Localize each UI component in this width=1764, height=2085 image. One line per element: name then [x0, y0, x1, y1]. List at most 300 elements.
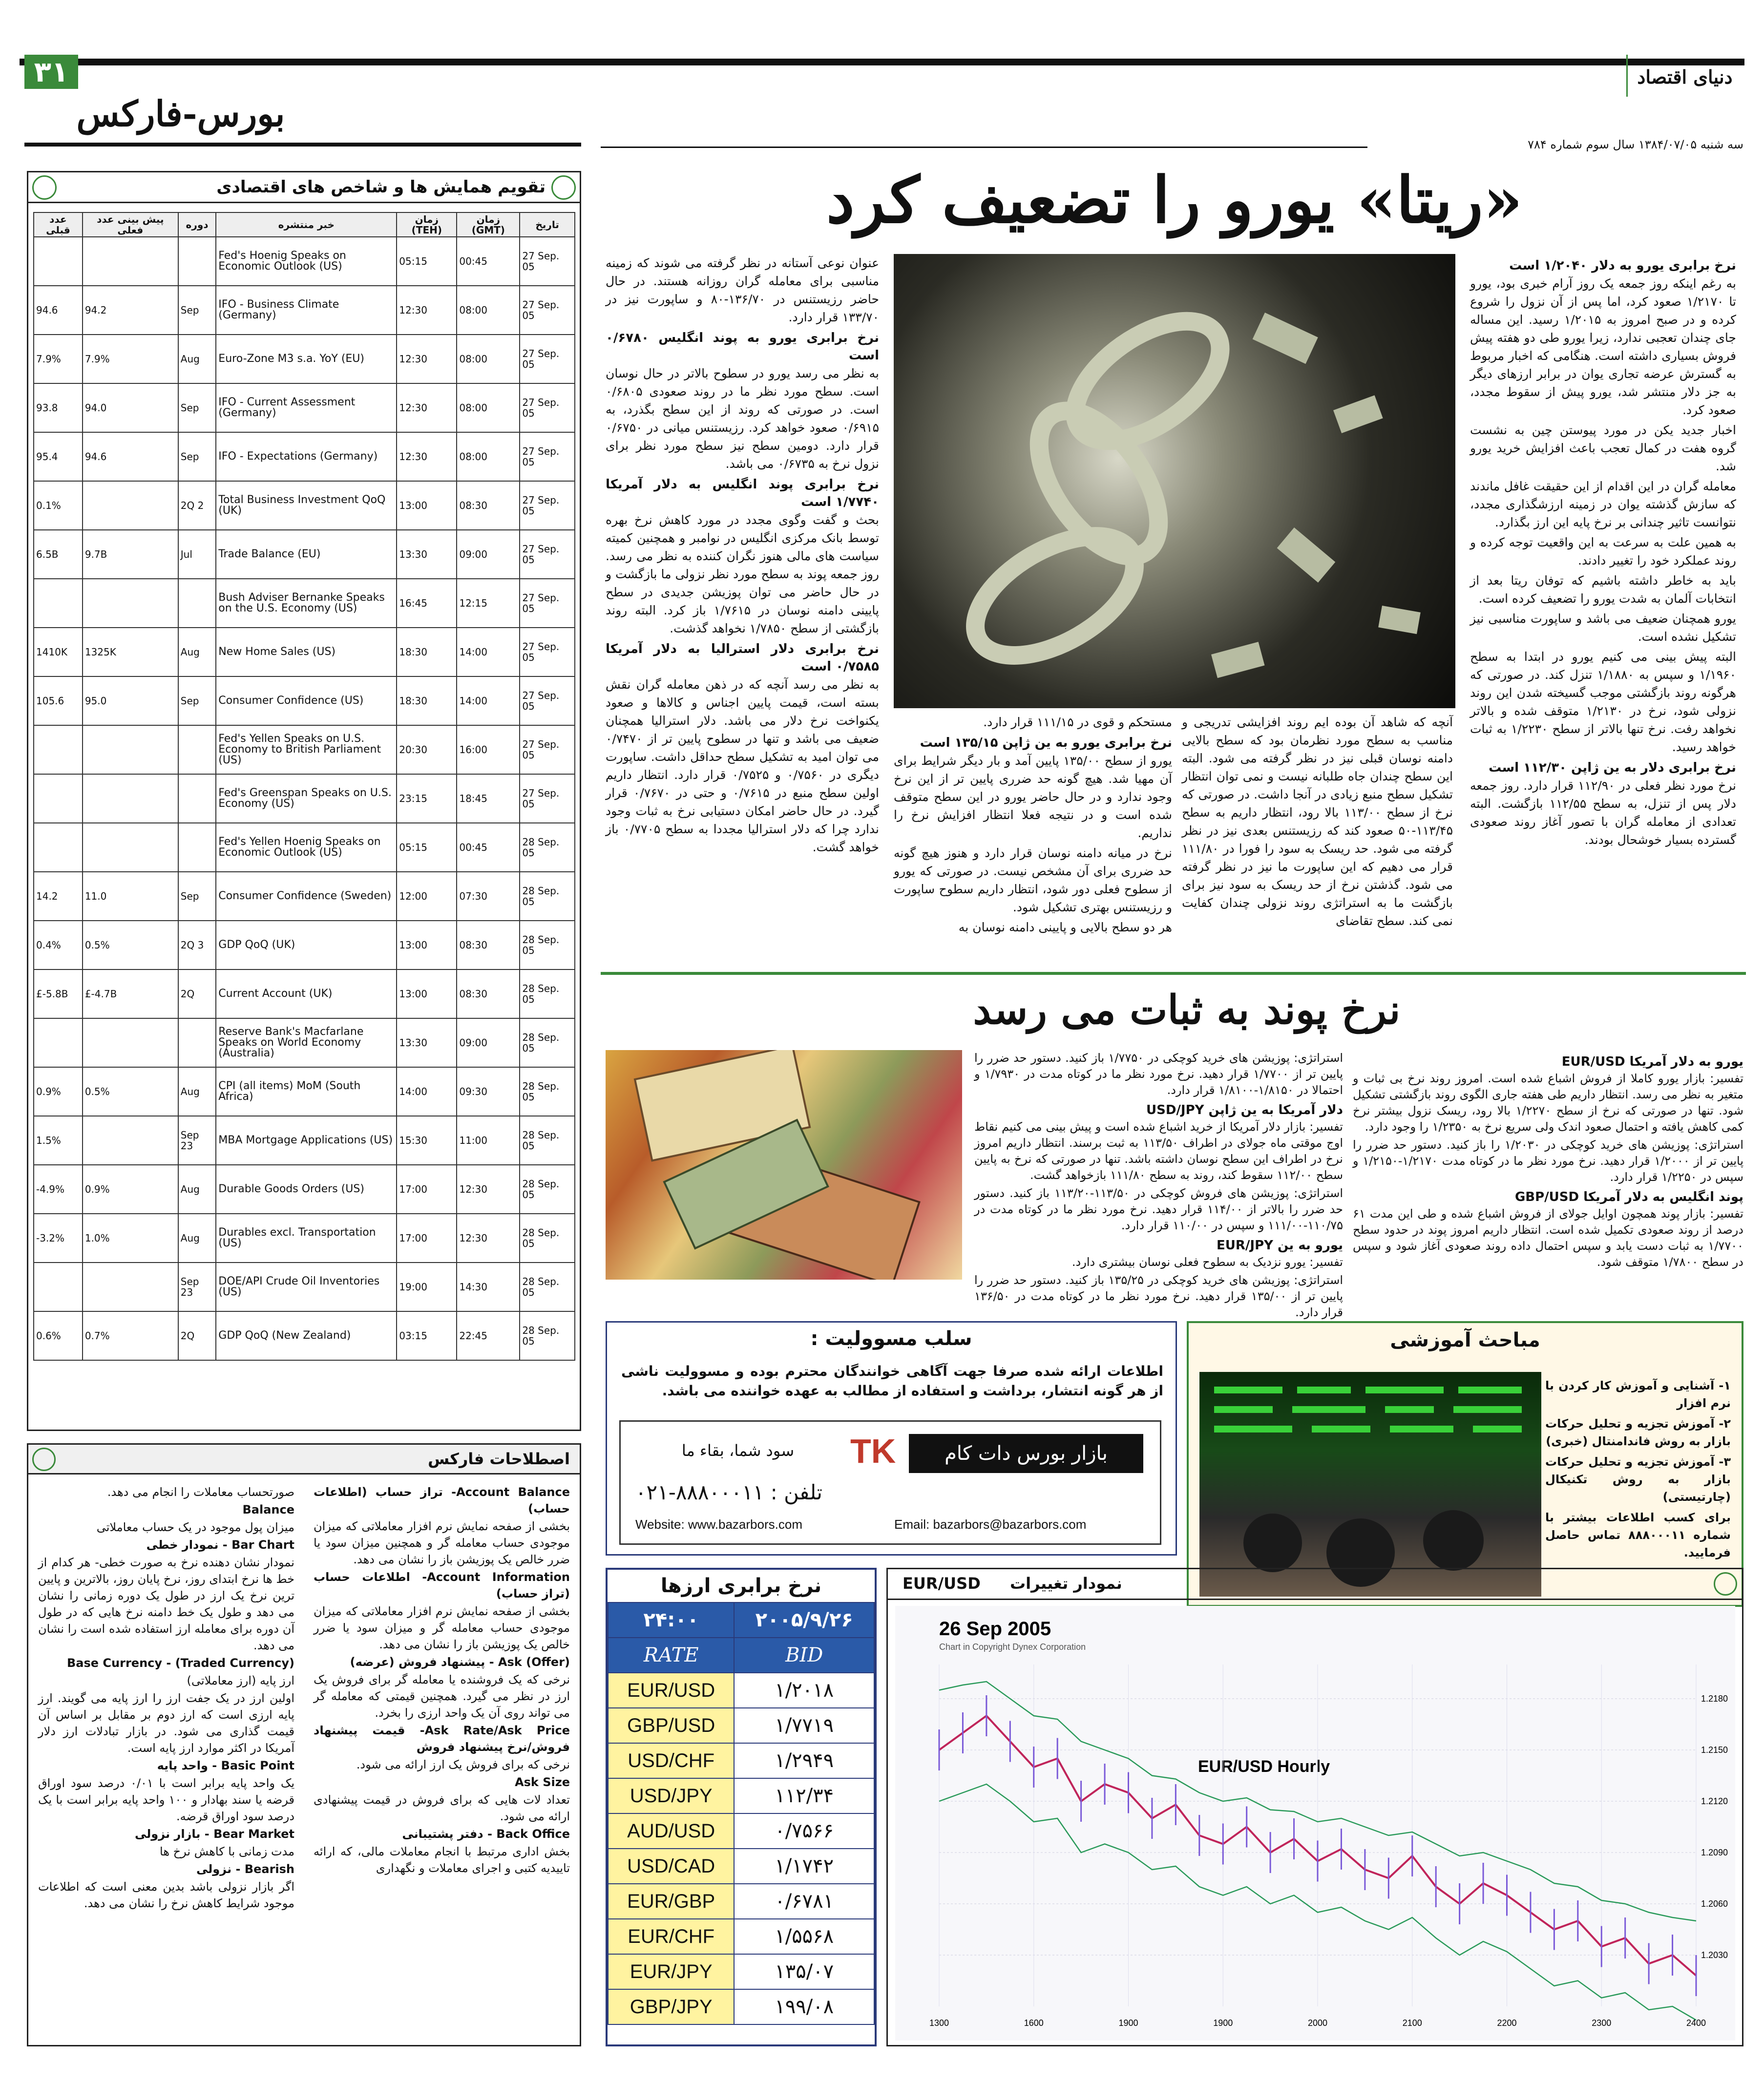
- rate-pair: GBP/USD: [608, 1708, 734, 1743]
- rate-value: ۱۹۹/۰۸: [734, 1989, 874, 2024]
- calendar-cell: 05:15: [397, 823, 457, 872]
- calendar-cell: 28 Sep. 05: [520, 969, 575, 1018]
- calendar-cell: Bush Adviser Bernanke Speaks on the U.S. Economy (US): [216, 579, 397, 628]
- article-subheading: پوند انگلیس به دلار آمریکا GBP/USD: [1514, 1190, 1743, 1204]
- calendar-cell: 08:00: [457, 286, 520, 335]
- calendar-row: [34, 1116, 575, 1165]
- chart-y-tick: 1.2090: [1701, 1848, 1728, 1857]
- calendar-cell: [83, 774, 178, 823]
- article-paragraph: به رغم اینکه روز جمعه یک روز آرام خبری بود، یورو تا ۱/۲۱۷۰ صعود کرد، اما پس از آن نزول را شروع کرده و در صبح امروز به ۱/۲۰۱۵ رسید. این مساله جای چندان تعجبی ندارد، زیرا یورو طی دو هفته پیش فروش بسیاری داشته است. هنگامی که اخبار مربوط به گسترش عرضه تجاری یوان در برابر ارزهای دیگر به جز دلار منتشر شد، یورو پیش از سقوط مجدد، صعود کرد.: [1470, 276, 1736, 417]
- ticker-board-illustration: [1199, 1372, 1541, 1597]
- glossary-term: Bearish - نزولی: [196, 1862, 294, 1876]
- calendar-cell: Reserve Bank's Macfarlane Speaks on World Economy (Australia): [216, 1018, 397, 1067]
- calendar-cell: [178, 1018, 216, 1067]
- calendar-cell: 27 Sep. 05: [520, 286, 575, 335]
- article-paragraph: تفسیر: بازار دلار آمریکا از خرید اشباع شده است و پیش بینی می کنیم نقاط اوج موقتی ماه جولای در اطراف ۱۱۳/۵۰ به ثبت برسند. انتظار داریم امروز نرخ در اطراف این سطح نوسان داشته باشد. تنها در صورتی که نرخ به پایین سطح ۱۱۲/۰۰ سقوط کند، روند به سطح ۱۱۱/۸۰ بازخواهد گشت.: [974, 1120, 1344, 1182]
- calendar-cell: 17:00: [397, 1214, 457, 1263]
- calendar-cell: [178, 823, 216, 872]
- calendar-cell: Durables excl. Transportation (US): [216, 1214, 397, 1263]
- calendar-cell: 18:45: [457, 774, 520, 823]
- article-divider: [601, 972, 1746, 975]
- calendar-row: [34, 481, 575, 530]
- calendar-cell: [83, 1263, 178, 1311]
- article-paragraph: عنوان نوعی آستانه در نظر گرفته می شوند که زمینه مناسبی برای معامله گران روزانه هستند. در حال حاضر رزیستنس در ۱۳۶/۷۰-۸۰ و ساپورت نیز در ۱۳۳/۷۰ قرار دارد.: [606, 256, 879, 324]
- article-paragraph: یورو همچنان ضعیف می باشد و ساپورت مناسبی نیز تشکیل نشده است.: [1470, 611, 1736, 644]
- chart-title: 26 Sep 2005: [939, 1618, 1051, 1640]
- calendar-cell: 08:00: [457, 335, 520, 383]
- article-paragraph: نرخ مورد نظر فعلی در ۱۱۲/۹۰ قرار دارد. روز جمعه دلار پس از تنزل، به سطح ۱۱۲/۵۵ بازگشت. البته تعدادی از معامله گران با تصور آغاز روند صعودی گسترده بسیار خوشحال بودند.: [1470, 779, 1736, 847]
- calendar-cell: New Home Sales (US): [216, 628, 397, 676]
- ad-website[interactable]: Website: www.bazarbors.com: [635, 1517, 802, 1532]
- glossary-header: [28, 1445, 580, 1474]
- chart-x-tick: 2200: [1497, 2018, 1517, 2028]
- calendar-cell: 27 Sep. 05: [520, 383, 575, 432]
- stock-exchange-photo: [1199, 1372, 1541, 1597]
- calendar-cell: GDP QoQ (UK): [216, 921, 397, 969]
- chart-y-tick: 1.2030: [1701, 1950, 1728, 1960]
- calendar-cell: [83, 1116, 178, 1165]
- second-article-col2: [974, 1050, 1343, 1324]
- rates-table: [608, 1602, 875, 2025]
- ad-brand: بازار بورس دات کام: [909, 1434, 1143, 1473]
- article-subheading: نرخ برابری پوند انگلیس به دلار آمریکا ۱/۷۷۴۰ است: [606, 477, 879, 509]
- calendar-cell: 93.8: [34, 383, 83, 432]
- calendar-cell: Aug: [178, 1165, 216, 1214]
- calendar-cell: 00:45: [457, 823, 520, 872]
- calendar-cell: 14:00: [397, 1067, 457, 1116]
- chart-x-tick: 1300: [929, 2018, 949, 2028]
- calendar-row: [34, 872, 575, 921]
- article-subheading: دلار آمریکا به ین ژاپن USD/JPY: [1146, 1103, 1343, 1117]
- rate-value: ۱/۵۵۶۸: [734, 1919, 874, 1954]
- article-paragraph: اخبار جدید یکن در مورد پیوستن چین به نشست گروه هفت در کمال تعجب باعث افزایش خرید یورو شد.: [1470, 423, 1736, 473]
- calendar-header: [28, 172, 580, 203]
- glossary-column-right: [314, 1484, 570, 1877]
- main-article-col2: [1182, 713, 1453, 962]
- calendar-cell: [83, 725, 178, 774]
- article-paragraph: بحث و گفت وگوی مجدد در مورد کاهش نرخ بهره توسط بانک مرکزی انگلیس در نوامبر و همچنین کمیته سیاست های مالی هنوز نگران کننده به نظر می رسد. روز جمعه پوند به سطح مورد نظر نزولی ما بازگشت و در حال حاضر می توان پوزیشن جدیدی در سطح پایینی دامنه نوسان در ۱/۷۶۱۵ باز کرد. البته روند بازگشتی از سطح ۱/۷۸۵۰ نخواهد گذشت.: [606, 513, 879, 635]
- glossary-definition: اگر بازار نزولی باشد بدین معنی است که اطلاعات موجود شرایط کاهش نرخ را نشان می دهد.: [38, 1880, 294, 1910]
- globe-icon: [32, 1448, 56, 1471]
- calendar-cell: 28 Sep. 05: [520, 1165, 575, 1214]
- education-panel: [1187, 1321, 1743, 1607]
- calendar-cell: 09:00: [457, 1018, 520, 1067]
- rate-row: [608, 1813, 874, 1849]
- calendar-row: [34, 969, 575, 1018]
- calendar-row: [34, 237, 575, 286]
- chart-x-tick: 1900: [1118, 2018, 1138, 2028]
- calendar-cell: [83, 1018, 178, 1067]
- calendar-cell: [34, 237, 83, 286]
- rate-row: [608, 1778, 874, 1813]
- calendar-row: [34, 1263, 575, 1311]
- section-underline: [24, 143, 581, 147]
- calendar-cell: [83, 481, 178, 530]
- article-subheading: یورو به ین EUR/JPY: [1217, 1238, 1343, 1253]
- calendar-cell: Fed's Hoenig Speaks on Economic Outlook (US): [216, 237, 397, 286]
- rate-value: ۱/۲۹۴۹: [734, 1743, 874, 1778]
- article-paragraph: به نظر می رسد یورو در سطوح بالاتر در حال نوسان است. سطح مورد نظر ما در روند صعودی ۰/۶۸۰۵ است. در صورتی که روند از این سطح بگذرد، به ۰/۶۹۱۵ صعود خواهد کرد. رزیستنس میانی در ۰/۶۷۵۰ قرار دارد. دومین سطح نیز سطح مورد نظر برای نزول نرخ به ۰/۶۷۳۵ می باشد.: [606, 366, 879, 471]
- calendar-cell: 14:00: [457, 628, 520, 676]
- calendar-cell: 14:00: [457, 676, 520, 725]
- glossary-term: Balance: [242, 1503, 294, 1516]
- glossary-term: Account Balance- تراز حساب (اطلاعات حساب): [314, 1485, 570, 1516]
- calendar-row: [34, 823, 575, 872]
- calendar-cell: [83, 237, 178, 286]
- calendar-cell: 28 Sep. 05: [520, 1311, 575, 1360]
- money-chain-illustration: [894, 254, 1455, 708]
- globe-icon: [32, 175, 57, 200]
- calendar-row: [34, 1018, 575, 1067]
- calendar-table: [33, 212, 575, 1361]
- calendar-cell: 28 Sep. 05: [520, 823, 575, 872]
- calendar-cell: 0.9%: [34, 1067, 83, 1116]
- calendar-cell: MBA Mortgage Applications (US): [216, 1116, 397, 1165]
- calendar-cell: 15:30: [397, 1116, 457, 1165]
- ad-logo: TK: [850, 1432, 896, 1470]
- calendar-cell: 2Q: [178, 969, 216, 1018]
- newspaper-logo: دنیای اقتصاد: [1637, 66, 1733, 88]
- calendar-cell: Aug: [178, 1214, 216, 1263]
- calendar-cell: 1410K: [34, 628, 83, 676]
- article-paragraph: استراتژی: پوزیشن های فروش کوچکی در ۱۱۳/۵۰-۱۱۳/۲۰ باز کنید. دستور حد ضرر را بالاتر از ۱۱۴/۰۰ قرار دهید. نرخ مورد نظر ما در کوتاه مدت در ۱۱۰/۷۵-۱۱۱/۰۰ و سپس در ۱۱۰/۰۰ قرار دارد.: [974, 1186, 1344, 1232]
- calendar-cell: [34, 1018, 83, 1067]
- calendar-row: [34, 383, 575, 432]
- article-paragraph: تفسیر: بازار یورو کاملا از فروش اشباع شده است. امروز روند نرخ بی ثبات و متغیر به نظر می رسد. انتظار داریم طی هفته جاری الگوی روند بازگشتی تشکیل شود. تنها در صورتی که نرخ از سطح ۱/۲۲۷۰ بالا رود، ریسک نزول بیشتر نرخ کمی کاهش یافته و احتمال صعود اندک ولی سریع نرخ به ۱/۲۳۵۰ را وجود دارد.: [1353, 1072, 1744, 1134]
- calendar-row: [34, 774, 575, 823]
- globe-icon: [551, 175, 576, 200]
- calendar-cell: 95.4: [34, 432, 83, 481]
- calendar-cell: 27 Sep. 05: [520, 579, 575, 628]
- banknotes-illustration: [606, 1050, 962, 1280]
- calendar-cell: [83, 579, 178, 628]
- rate-pair: EUR/USD: [608, 1673, 734, 1708]
- calendar-cell: 28 Sep. 05: [520, 1116, 575, 1165]
- chart-subtitle: Chart in Copyright Dynex Corporation: [939, 1642, 1086, 1652]
- glossary-panel: [27, 1443, 581, 2046]
- calendar-cell: Sep 23: [178, 1263, 216, 1311]
- calendar-cell: Aug: [178, 1067, 216, 1116]
- calendar-cell: 27 Sep. 05: [520, 725, 575, 774]
- calendar-cell: [83, 823, 178, 872]
- rate-pair: USD/CHF: [608, 1743, 734, 1778]
- page-number-badge: ۳۱: [24, 55, 78, 89]
- calendar-cell: 28 Sep. 05: [520, 1018, 575, 1067]
- calendar-cell: 07:30: [457, 872, 520, 921]
- calendar-cell: 03:15: [397, 1311, 457, 1360]
- rate-pair: USD/CAD: [608, 1849, 734, 1884]
- ad-email[interactable]: Email: bazarbors@bazarbors.com: [894, 1517, 1087, 1532]
- chart-y-tick: 1.2150: [1701, 1745, 1728, 1755]
- second-article-col1: [1353, 1050, 1743, 1324]
- glossary-definition: نرخی که یک فروشنده یا معامله گر برای فروش یک ارز در نظر می گیرد. همچنین قیمتی که معامله گر می تواند روی آن یک واحد ارزی را بخرد.: [314, 1673, 570, 1720]
- calendar-cell: Consumer Confidence (US): [216, 676, 397, 725]
- calendar-cell: 08:00: [457, 383, 520, 432]
- col-rate: RATE: [608, 1638, 734, 1673]
- rate-row: [608, 1849, 874, 1884]
- chart-panel: [886, 1568, 1743, 2046]
- calendar-cell: Aug: [178, 335, 216, 383]
- calendar-cell: 94.0: [83, 383, 178, 432]
- calendar-row: [34, 1214, 575, 1263]
- disclaimer-panel: [606, 1321, 1177, 1556]
- calendar-cell: Fed's Greenspan Speaks on U.S. Economy (US): [216, 774, 397, 823]
- calendar-cell: 12:00: [397, 872, 457, 921]
- col-bid: BID: [734, 1638, 874, 1673]
- glossary-term: Account Information- اطلاعات حساب (تراز حساب): [314, 1570, 570, 1601]
- article-paragraph: معامله گران در این اقدام از این حقیقت غافل ماندند که سازش گذشته یوان در زمینه ارزشگذاری مجدد، نتوانست تاثیر چندانی بر نرخ پایه این ارز بگذارد.: [1470, 479, 1736, 529]
- calendar-cell: 12:30: [457, 1165, 520, 1214]
- calendar-col-header: تاریخ: [520, 212, 575, 237]
- calendar-col-header: خبر منتشره: [216, 212, 397, 237]
- calendar-cell: Durable Goods Orders (US): [216, 1165, 397, 1214]
- calendar-cell: 19:00: [397, 1263, 457, 1311]
- glossary-term: Ask (Offer) - پیشنهاد فروش (عرضه): [350, 1655, 570, 1669]
- calendar-cell: 00:45: [457, 237, 520, 286]
- calendar-cell: GDP QoQ (New Zealand): [216, 1311, 397, 1360]
- rate-row: [608, 1954, 874, 1989]
- glossary-definition: صورتحساب معاملات را انجام می دهد.: [107, 1485, 294, 1499]
- calendar-cell: 09:00: [457, 530, 520, 579]
- main-photo: [894, 254, 1455, 708]
- calendar-cell: 18:30: [397, 628, 457, 676]
- education-item: برای کسب اطلاعات بیشتر با شماره ۸۸۸۰۰۰۱۱ تماس حاصل فرمایید.: [1545, 1511, 1731, 1559]
- disclaimer-title: سلب مسوولیت :: [810, 1327, 972, 1350]
- rate-row: [608, 1989, 874, 2024]
- calendar-cell: Fed's Yellen Hoenig Speaks on Economic Outlook (US): [216, 823, 397, 872]
- chart-header: [888, 1569, 1742, 1600]
- calendar-cell: 13:00: [397, 969, 457, 1018]
- calendar-row: [34, 335, 575, 383]
- rate-value: ۱/۲۰۱۸: [734, 1673, 874, 1708]
- calendar-cell: £-4.7B: [83, 969, 178, 1018]
- calendar-cell: 22:45: [457, 1311, 520, 1360]
- calendar-cell: [178, 237, 216, 286]
- main-article-col3: [894, 713, 1172, 962]
- calendar-cell: [34, 1263, 83, 1311]
- rates-panel: [606, 1568, 877, 2046]
- issue-line: سه شنبه ۱۳۸۴/۰۷/۰۵ سال سوم شماره ۷۸۴: [1528, 138, 1743, 151]
- calendar-cell: 2Q 2: [178, 481, 216, 530]
- calendar-row: [34, 432, 575, 481]
- chart-x-tick: 2100: [1402, 2018, 1422, 2028]
- calendar-cell: 11.0: [83, 872, 178, 921]
- chart-x-tick: 1900: [1213, 2018, 1233, 2028]
- calendar-cell: 1.0%: [83, 1214, 178, 1263]
- education-list: [1545, 1377, 1731, 1564]
- article-paragraph: مستحکم و قوی در ۱۱۱/۱۵ قرار دارد.: [983, 715, 1172, 729]
- article-paragraph: استراتژی: پوزیشن های خرید کوچکی در ۱۳۵/۲۵ باز کنید. دستور حد ضرر را پایین تر از ۱۳۵/۰۰ قرار دهید. نرخ مورد نظر ما در کوتاه مدت در ۱۳۶/۵۰ قرار دارد.: [974, 1273, 1344, 1319]
- calendar-row: [34, 579, 575, 628]
- rate-row: [608, 1743, 874, 1778]
- ad-slogan: سود شما، بقاء ما: [681, 1441, 795, 1460]
- calendar-col-header: عدد قبلی: [34, 212, 83, 237]
- main-article-col1: [1470, 254, 1736, 962]
- chart-pair-label: EUR/USD: [903, 1574, 981, 1593]
- rate-value: ۱۳۵/۰۷: [734, 1954, 874, 1989]
- rate-row: [608, 1884, 874, 1919]
- glossary-definition: ارز پایه (ارز معاملاتی): [187, 1674, 294, 1687]
- article-paragraph: باید به خاطر داشته باشیم که توفان ریتا بعد از انتخابات آلمان به شدت یورو را تضعیف کرده است.: [1470, 573, 1736, 606]
- calendar-cell: 2Q 3: [178, 921, 216, 969]
- glossary-term: Ask Size: [515, 1775, 570, 1789]
- calendar-cell: 7.9%: [83, 335, 178, 383]
- issue-line-rule: [601, 147, 1367, 148]
- calendar-cell: 11:00: [457, 1116, 520, 1165]
- chart-x-tick: 2000: [1308, 2018, 1328, 2028]
- main-article-col4: [606, 254, 879, 962]
- calendar-row: [34, 725, 575, 774]
- article-subheading: یورو به دلار آمریکا EUR/USD: [1561, 1054, 1743, 1069]
- rate-value: ۱/۷۷۱۹: [734, 1708, 874, 1743]
- calendar-cell: 08:30: [457, 481, 520, 530]
- calendar-cell: 1.5%: [34, 1116, 83, 1165]
- article-subheading: نرخ برابری یورو به پوند انگلیس ۰/۶۷۸۰ است: [606, 331, 879, 363]
- calendar-cell: 0.6%: [34, 1311, 83, 1360]
- calendar-cell: 95.0: [83, 676, 178, 725]
- calendar-cell: 13:30: [397, 1018, 457, 1067]
- calendar-cell: Sep 23: [178, 1116, 216, 1165]
- rate-pair: AUD/USD: [608, 1813, 734, 1849]
- chart-y-tick: 1.2060: [1701, 1899, 1728, 1909]
- rates-date: ۲۰۰۵/۹/۲۶: [734, 1602, 874, 1638]
- disclaimer-text: اطلاعات ارائه شده صرفا جهت آگاهی خوانندگان محترم بوده و مسوولیت ناشی از هر گونه انتشار، برداشت و استفاده از مطالب به عهده خواننده می باشد.: [621, 1363, 1163, 1399]
- calendar-cell: 0.4%: [34, 921, 83, 969]
- chart-x-tick: 2400: [1686, 2018, 1706, 2028]
- calendar-row: [34, 921, 575, 969]
- rate-row: [608, 1708, 874, 1743]
- calendar-cell: [34, 579, 83, 628]
- calendar-cell: 17:00: [397, 1165, 457, 1214]
- rate-value: ۰/۷۵۶۶: [734, 1813, 874, 1849]
- calendar-cell: 28 Sep. 05: [520, 1263, 575, 1311]
- calendar-cell: 08:30: [457, 921, 520, 969]
- article-paragraph: استراتژی: پوزیشن های خرید کوچکی در ۱/۲۰۳۰ را باز کنید. دستور حد ضرر را پایین تر از ۱/۲۰۰۰ قرار دهید. نرخ مورد نظر ما در کوتاه مدت ۱/۲۱۷۰-۱/۲۱۵۰ و سپس در ۱/۲۲۵۰ قرار دارد.: [1353, 1138, 1744, 1184]
- currency-notes-photo: [606, 1050, 962, 1280]
- calendar-cell: IFO - Current Assessment (Germany): [216, 383, 397, 432]
- calendar-cell: 1325K: [83, 628, 178, 676]
- calendar-cell: 08:30: [457, 969, 520, 1018]
- calendar-panel: [27, 171, 581, 1431]
- calendar-cell: 0.7%: [83, 1311, 178, 1360]
- chart-x-tick: 2300: [1592, 2018, 1612, 2028]
- rate-pair: USD/JPY: [608, 1778, 734, 1813]
- calendar-cell: [34, 725, 83, 774]
- article-paragraph: استراتژی: پوزیشن های خرید کوچکی در ۱/۷۷۵۰ باز کنید. دستور حد ضرر را پایین تر از ۱/۷۷۰۰ قرار دهید. نرخ مورد نظر ما در کوتاه مدت در ۱/۷۹۳۰ و احتمالا در ۱/۸۱۵۰-۱/۸۱۰۰ قرار دارد.: [974, 1051, 1344, 1097]
- top-rule: [20, 59, 1744, 65]
- calendar-cell: 08:00: [457, 432, 520, 481]
- calendar-col-header: دوره: [178, 212, 216, 237]
- calendar-cell: 105.6: [34, 676, 83, 725]
- article-paragraph: به همین علت به سرعت به این واقعیت توجه کرده و روند عملکرد خود را تغییر دادند.: [1470, 535, 1736, 568]
- glossary-definition: اولین ارز در یک جفت ارز را ارز پایه می گویند. ارز پایه ارزی است که ارز دوم بر مقابل بر اساس آن قیمت گذاری می شود. در بازار تبادلات ارز دلار آمریکا در اکثر موارد ارز پایه است.: [38, 1691, 294, 1755]
- rate-pair: EUR/CHF: [608, 1919, 734, 1954]
- rate-pair: GBP/JPY: [608, 1989, 734, 2024]
- glossary-term: Base Currency - (Traded Currency): [67, 1656, 294, 1670]
- glossary-definition: بخش اداری مرتبط با انجام معاملات مالی، که ارائه تاییدیه کتبی و اجرای معاملات و نگهداری: [314, 1845, 570, 1875]
- chart-section-title: نمودار تغییرات: [1010, 1574, 1122, 1593]
- education-item: ۲- آموزش تجزیه و تحلیل حرکات بازار به روش فاندامنتال (خبری): [1545, 1417, 1731, 1448]
- calendar-cell: 94.6: [83, 432, 178, 481]
- glossary-term: Ask Rate/Ask Price- قیمت پیشنهاد فروش/نرخ پیشنهاد فروش: [314, 1724, 570, 1754]
- article-paragraph: نرخ در میانه دامنه نوسان قرار دارد و هنوز هیچ گونه حد ضرری برای آن مشخص نیست. در صورتی که یورو از سطوح فعلی دور شود، انتظار داریم سطوح ساپورت و رزیستنس بهتری تشکیل شود.: [894, 846, 1172, 914]
- calendar-cell: Sep: [178, 676, 216, 725]
- calendar-row: [34, 628, 575, 676]
- chart-x-tick: 1600: [1024, 2018, 1044, 2028]
- rate-value: ۱۱۲/۳۴: [734, 1778, 874, 1813]
- glossary-term: Bar Chart - نمودار خطی: [146, 1538, 294, 1552]
- calendar-cell: DOE/API Crude Oil Inventories (US): [216, 1263, 397, 1311]
- calendar-cell: Jul: [178, 530, 216, 579]
- glossary-term: Back Office - دفتر پشتیبانی: [402, 1827, 570, 1841]
- education-title: مباحث آموزشی: [1390, 1329, 1540, 1351]
- calendar-cell: 12:15: [457, 579, 520, 628]
- calendar-cell: 0.9%: [83, 1165, 178, 1214]
- calendar-row: [34, 1311, 575, 1360]
- calendar-cell: IFO - Expectations (Germany): [216, 432, 397, 481]
- glossary-definition: نمودار نشان دهنده نرخ به صورت خطی- هر کدام از خط ها نرخ ابتدای روز، نرخ پایان روز، بالاترین و پایین ترین نرخ یک ارز در طول یک دوره زمانی را نشان می دهد و طول یک خط دامنه نرخ هایی که در طول آن دوره برای معامله ارز استفاده شده است را نشان می دهد.: [38, 1556, 294, 1652]
- calendar-cell: 13:30: [397, 530, 457, 579]
- calendar-cell: 9.7B: [83, 530, 178, 579]
- glossary-definition: نرخی که برای فروش یک ارز ارائه می شود.: [356, 1758, 570, 1771]
- glossary-definition: میزان پول موجود در یک حساب معاملاتی: [96, 1520, 294, 1534]
- calendar-cell: Trade Balance (EU): [216, 530, 397, 579]
- calendar-cell: 0.5%: [83, 921, 178, 969]
- education-item: ۱- آشنایی و آموزش کار کردن با نرم افزار: [1545, 1379, 1731, 1410]
- calendar-cell: £-5.8B: [34, 969, 83, 1018]
- calendar-cell: [34, 774, 83, 823]
- calendar-cell: 6.5B: [34, 530, 83, 579]
- calendar-cell: 12:30: [397, 432, 457, 481]
- education-item: ۳- آموزش تجزیه و تحلیل حرکات بازار به روش تکنیکال (چارتیستی): [1545, 1455, 1731, 1504]
- calendar-cell: 27 Sep. 05: [520, 774, 575, 823]
- calendar-cell: 0.1%: [34, 481, 83, 530]
- calendar-cell: Fed's Yellen Speaks on U.S. Economy to British Parliament (US): [216, 725, 397, 774]
- calendar-cell: 23:15: [397, 774, 457, 823]
- calendar-cell: Aug: [178, 628, 216, 676]
- calendar-col-header: زمان (GMT): [457, 212, 520, 237]
- calendar-cell: Consumer Confidence (Sweden): [216, 872, 397, 921]
- article-paragraph: آنچه که شاهد آن بوده ایم روند افزایشی تدریجی و مناسب به سطح مورد نظرمان بود که سطح بالایی دامنه نوسان قبلی نیز در نظر گرفته می شود. البته این سطح چندان جاه طلبانه نیست و نمی توان انتظار تشکیل سطح منبع زیادی در آنجا داشت. در صورتی که نرخ از سطح ۱۱۳/۰۰ بالا رود، انتظار داریم به سطح ۱۱۳/۴۵-۵۰ صعود کند که رزیستنس بعدی نیز در نظر گرفته می شود. حد ریسک به سود را فورا در ۱۱۱/۸۰ قرار می دهیم که این ساپورت ما نیز در نظر گرفته می شود. گذشتن نرخ از حد ریسک به سود نیز برای بازگشت ما به استراتژی روند نزولی چندان کفایت نمی کند. سطح تقاضای: [1182, 715, 1453, 928]
- glossary-term: Bear Market - بازار نزولی: [135, 1827, 294, 1841]
- calendar-cell: 94.6: [34, 286, 83, 335]
- article-subheading: نرخ برابری دلار به ین ژاپن ۱۱۲/۳۰ است: [1489, 760, 1736, 775]
- globe-icon: [1714, 1572, 1737, 1596]
- calendar-cell: 7.9%: [34, 335, 83, 383]
- article-paragraph: هر دو سطح بالایی و پایینی دامنه نوسان به: [958, 920, 1172, 934]
- calendar-title: تقویم همایش ها و شاخص های اقتصادی: [216, 177, 546, 197]
- glossary-definition: یک واحد پایه برابر است با ۰/۰۱ درصد سود اوراق قرضه یا سند بهادار و ۱۰۰ واحد پایه برابر است با یک درصد سود اوراق قرضه.: [38, 1776, 294, 1823]
- eurusd-chart: [895, 1606, 1735, 2041]
- calendar-cell: [178, 579, 216, 628]
- calendar-cell: 27 Sep. 05: [520, 628, 575, 676]
- calendar-cell: 16:00: [457, 725, 520, 774]
- calendar-cell: 0.5%: [83, 1067, 178, 1116]
- glossary-term: Basic Point - واحد پایه: [157, 1759, 294, 1772]
- glossary-definition: بخشی از صفحه نمایش نرم افزار معاملاتی که میزان موجودی حساب معامله گر و میزان سود یا ضرر خالص یک پوزیشن باز را نشان می دهد.: [314, 1604, 570, 1651]
- rate-row: [608, 1919, 874, 1954]
- calendar-cell: 13:00: [397, 481, 457, 530]
- article-paragraph: تفسیر: بازار پوند همچون اوایل جولای از فروش اشباع شده و طی این مدت ۶۱ درصد از روند صعودی تکمیل شده است. انتظار داریم امروز پوند در حدود سطح ۱/۷۷۰۰ به ثبات دست یابد و سپس احتمال داده روند صعودی آغاز شود و سپس در سطح ۱/۷۸۰۰ متوقف شود.: [1353, 1207, 1743, 1269]
- calendar-cell: 28 Sep. 05: [520, 872, 575, 921]
- glossary-definition: تعداد لات هایی که برای فروش در قیمت پیشنهادی ارائه می شود.: [314, 1793, 570, 1823]
- calendar-cell: [178, 774, 216, 823]
- calendar-cell: 14:30: [457, 1263, 520, 1311]
- calendar-cell: 27 Sep. 05: [520, 432, 575, 481]
- calendar-cell: -3.2%: [34, 1214, 83, 1263]
- calendar-cell: 12:30: [397, 335, 457, 383]
- article-paragraph: یورو از سطح ۱۳۵/۰۰ پایین آمد و بار دیگر شرایط برای آن مهیا شد. هیچ گونه حد ضرری پایین تر از این نرخ وجود ندارد و در حال حاضر یورو در این سطح متوقف شده است و در نتیجه فعلا انتظار افزایش نرخ را نداریم.: [894, 754, 1172, 840]
